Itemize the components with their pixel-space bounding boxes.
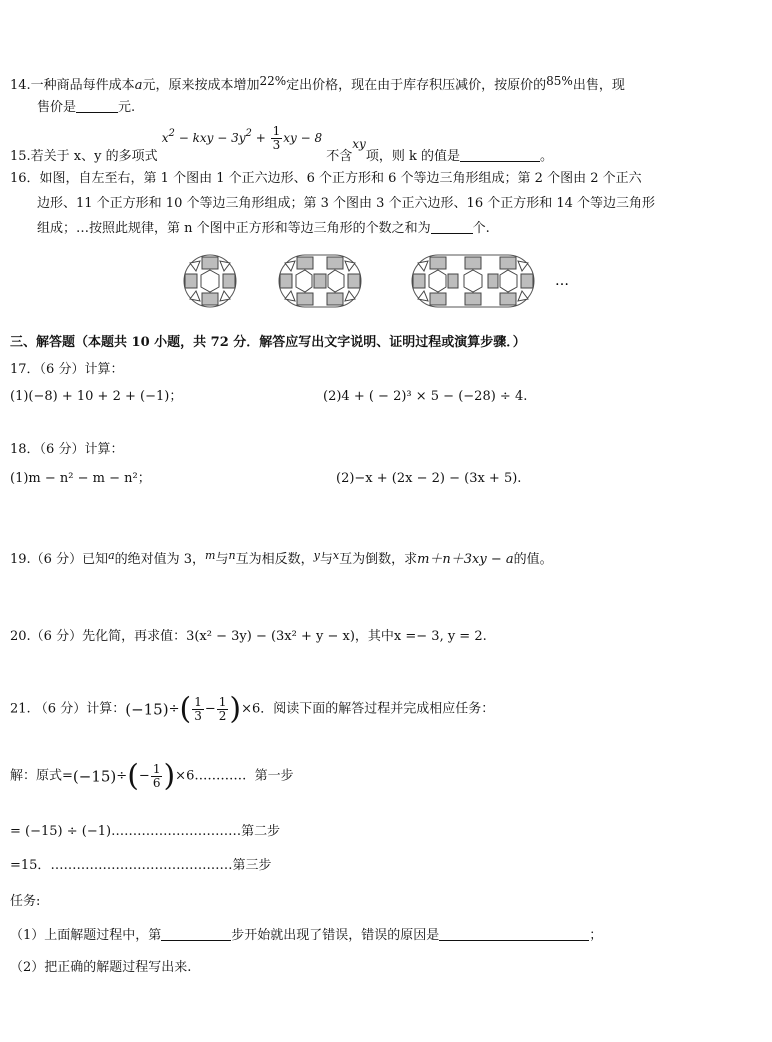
q21-frac1-num: 1 [194,695,202,709]
q19-var-n: n [228,549,236,562]
q21-step2-expr: = (−15) ÷ (−1) [10,824,112,839]
q15-polynomial: $x^2$ − kxy − $3y^2$ + $\frac{1}{3}$ xy − 8 [161,124,323,152]
q15-poly-a: x [161,131,169,145]
q14-text-6: 元. [118,100,136,115]
figure-2 [279,255,361,307]
q21-sol-eq: = [62,768,73,784]
q21-step2-dots: ………………………… [111,824,242,839]
q15-xy: xy [352,137,366,151]
q19-text-f: 互为倒数，求 [339,552,418,567]
q21-task1-text-a: （1）上面解题过程中，第 [10,928,162,943]
q14-text-2: 元，原来按成本增加 [142,78,260,93]
q19-expression: m＋n＋3xy − a [417,552,514,567]
q19-text-b: 的绝对值为 3， [114,552,206,567]
q21-step1-label: 第一步 [254,768,294,784]
hexagon-pattern-figures [180,253,580,313]
question-15 [10,124,553,166]
q21-frac2-den: 2 [218,709,227,723]
question-18-heading: 18．（6 分）计算： [10,442,124,457]
q14-percent-2: 85% [546,74,573,88]
q21-step3-expr: =15． [10,858,51,873]
question-21: 21. （6 分）计算：(−15)÷( $\frac{1}{3}$ − $\frac{1}{2}$ )×6．阅读下面的解答过程并完成相应任务： [10,691,495,727]
q14-percent-1: 22% [259,74,287,88]
q21-task-2: （2）把正确的解题过程写出来. [10,960,192,975]
q16-text-a: 组成；…按照此规律，第 n 个图中正方形和等边三角形的个数之和为 [37,221,431,236]
question-17-heading: 17．（6 分）计算： [10,362,124,377]
q16-text-b: 个. [472,221,490,236]
question-14-line-1 [10,72,625,95]
q14-text-1: 14.一种商品每件成本 [10,78,135,93]
q21-step3-dots: …………………………………… [50,858,233,873]
q21-sol-neg: − [138,768,150,784]
q15-poly-b: − kxy − 3y [174,131,246,145]
q21-sol-frac-den: 6 [152,776,161,790]
q15-text-mid: 不含 [326,149,353,164]
q19-text-e: 与 [319,552,333,567]
q21-text-a: 21. （6 分）计算： [10,701,126,717]
q21-task1-blank-1[interactable] [161,926,231,941]
q21-minus-15: (−15) [125,700,169,719]
q21-task1-blank-2[interactable] [439,926,589,941]
question-16-line-3 [37,219,490,238]
question-17-part-2: (2)4 + ( − 2)³ × 5 − (−28) ÷ 4. [323,389,528,404]
question-16-line-1: 16．如图，自左至右，第 1 个图由 1 个正六边形、6 个正方形和 6 个等边三角形组成；第 2 个图由 2 个正六 [10,171,642,186]
q21-sol-m15: (−15) [72,767,117,786]
q16-answer-blank[interactable] [431,219,473,234]
q15-text-tail: 项，则 k 的值是 [365,149,460,164]
q21-sol-label: 解：原式 [10,768,63,784]
q21-solution-line-1: 解：原式=(−15)÷(− $\frac{1}{6}$ )×6………… 第一步 [10,758,294,794]
question-16-line-2: 边形、11 个正方形和 10 个等边三角形组成；第 3 个图由 3 个正六边形、16 个正方形和 14 个等边三角形 [37,196,656,211]
figures-ellipsis: … [555,273,569,289]
q21-sol-times: ×6 [175,768,195,784]
q19-text-g: 的值。 [513,552,553,567]
q15-poly-c: xy − 8 [283,131,323,145]
q14-text-3: 定出价格，现在由于库存积压减价，按原价的 [286,78,547,93]
question-14-line-2 [37,98,135,117]
q21-text-b: ×6．阅读下面的解答过程并完成相应任务： [241,701,495,717]
q15-answer-blank[interactable] [460,147,540,162]
q14-text-5: 售价是 [37,100,77,115]
q19-var-m: m [205,549,216,562]
q21-step3-label: 第三步 [232,858,272,873]
q21-step1-dots: ………… [194,768,247,784]
q21-divide: ÷ [168,701,180,717]
q21-step2-label: 第二步 [241,824,281,839]
q21-solution-line-2 [10,823,280,841]
question-17-part-1: (1)(−8) + 10 + 2 + (−1)； [10,389,183,404]
section-3-heading: 三、解答题（本题共 10 小题，共 72 分．解答应写出文字说明、证明过程或演算步骤．） [10,335,526,350]
q21-sol-div: ÷ [116,768,128,784]
q21-frac2-num: 1 [218,695,227,709]
question-18-part-1: (1)m − n² − m − n²； [10,471,151,486]
q15-frac-den: 3 [272,138,281,152]
figure-1 [184,255,236,307]
q15-text-end: 。 [539,149,553,164]
q14-var-a: a [134,78,143,93]
q21-task-1 [10,926,602,945]
q21-sol-frac-num: 1 [152,762,161,776]
q19-text-c: 与 [215,552,229,567]
question-19 [10,547,553,569]
q21-frac1-den: 3 [194,709,202,723]
q19-var-a: a [108,549,115,562]
q21-task-heading: 任务: [10,894,41,909]
q14-answer-blank[interactable] [76,98,118,113]
q21-task1-text-b: 步开始就出现了错误，错误的原因是 [231,928,440,943]
question-18-part-2: (2)−x + (2x − 2) − (3x + 5). [336,471,522,486]
q19-text-a: 19.（6 分）已知 [10,552,109,567]
question-20: 20.（6 分）先化简，再求值：3(x² − 3y) − (3x² + y − x)，其中x =− 3, y = 2. [10,629,487,644]
q15-frac-num: 1 [272,124,281,138]
figure-3 [412,255,534,307]
q21-solution-line-3 [10,857,271,875]
q21-minus: − [204,701,216,717]
q14-text-4: 出售，现 [572,78,625,93]
q19-var-y: y [313,549,320,562]
q21-task1-text-c: ； [589,928,603,943]
q19-var-x: x [332,549,340,562]
q15-label: 15.若关于 x、y 的多项式 [10,149,158,164]
q19-text-d: 互为相反数， [235,552,314,567]
